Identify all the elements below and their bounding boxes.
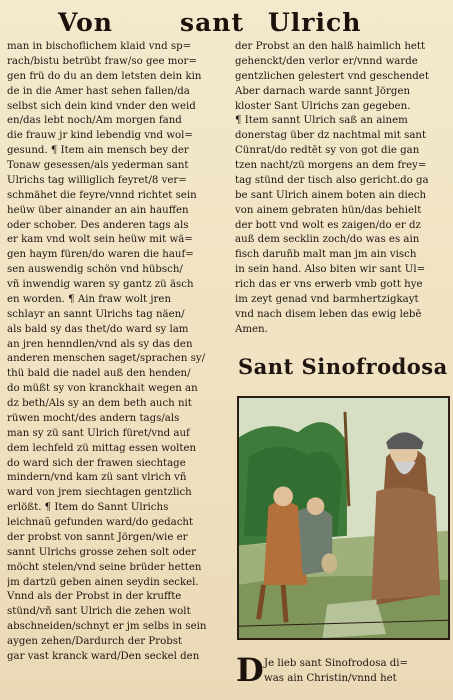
caption-line: was ain Christin/vnnd het bbox=[264, 673, 397, 684]
text-line: anderen menschen saget/sprachen sy/ bbox=[7, 353, 206, 365]
text-line: auß dem secklin zoch/do was es ain bbox=[235, 234, 420, 246]
text-line: Amen. bbox=[235, 323, 268, 335]
text-line: Vnnd als der Probst in der kruffte bbox=[7, 591, 182, 603]
text-line: möcht stelen/vnd seine brüder hetten bbox=[7, 561, 202, 573]
caption-line: Je lieb sant Sinofrodosa di= bbox=[264, 658, 409, 669]
text-line: aygen zehen/Dardurch der Probst bbox=[7, 636, 183, 647]
text-line: do ward sich der frawen siechtage bbox=[7, 457, 186, 469]
text-line: oder schober. Des anderen tags als bbox=[7, 219, 189, 231]
text-line: be sant Ulrich ainem boten ain diech bbox=[235, 189, 427, 201]
text-line: schmähet die feyre/vnnd richtet sein bbox=[7, 189, 197, 201]
text-line: tag stünd der tisch also gericht.do ga bbox=[235, 174, 429, 186]
text-line: sen auswendig schön vnd hübsch/ bbox=[7, 264, 183, 276]
header-word-ulrich: Ulrich bbox=[268, 8, 362, 37]
text-line: Aber darnach warde sannt Jörgen bbox=[235, 85, 411, 97]
text-line: gen frü do du an dem letsten dein kin bbox=[7, 70, 202, 82]
text-line: dem lechfeld zü mittag essen wolten bbox=[7, 442, 197, 454]
header-word-sant: sant bbox=[180, 8, 244, 37]
text-line: man sy zü sant Ulrich füret/vnd auf bbox=[7, 427, 190, 439]
text-line: fisch daruñb malt man jm ain visch bbox=[235, 249, 417, 261]
header-word-von: Von bbox=[58, 8, 113, 37]
text-line: ¶ Item sannt Ulrich saß an ainem bbox=[235, 115, 408, 127]
text-line: der probst von sannt Jörgen/wie er bbox=[7, 531, 188, 543]
text-line: der Probst an den halß haimlich hett bbox=[235, 41, 426, 52]
text-line: die frauw jr kind lebendig vnd wol= bbox=[7, 130, 193, 142]
text-line: gentzlichen gelestert vnd geschendet bbox=[235, 70, 429, 82]
text-line: jm dartzü geben ainen seydin seckel. bbox=[7, 576, 199, 588]
text-line: gesund. ¶ Item ain mensch bey der bbox=[7, 145, 189, 157]
text-line: er kam vnd wolt sein heüw mit wä= bbox=[7, 234, 193, 246]
text-line: vnd nach disem leben das ewig lebē bbox=[235, 308, 422, 320]
text-line: rach/bistu betrübt fraw/so gee mor= bbox=[7, 55, 197, 67]
text-line: rich das er vns erwerb vmb gott hye bbox=[235, 279, 423, 290]
text-line: der bott vnd wolt es zaigen/do er dz bbox=[235, 219, 421, 231]
text-line: en/das lebt noch/Am morgen fand bbox=[7, 115, 182, 127]
text-line: Tonaw gesessen/als yederman sant bbox=[7, 160, 189, 171]
text-line: dz beth/Als sy an dem beth auch nit bbox=[7, 398, 192, 409]
left-text-column bbox=[7, 40, 229, 665]
text-line: selbst sich dein kind vnder den weid bbox=[7, 100, 196, 112]
woodcut-illustration bbox=[237, 396, 450, 640]
text-line: heüw über ainander an ain hauffen bbox=[7, 204, 189, 216]
right-text-column bbox=[235, 40, 449, 338]
text-line: gehenckt/den verlor er/vnnd warde bbox=[235, 55, 418, 67]
text-line: do müßt sy von kranckhait wegen an bbox=[7, 383, 198, 395]
text-line: ward von jrem siechtagen gentzlich bbox=[7, 487, 192, 499]
text-line: erlößt. ¶ Item do Sannt Ulrichs bbox=[7, 502, 169, 514]
text-line: an jren henndlen/vnd als sy das den bbox=[7, 338, 193, 350]
text-line: en worden. ¶ Ain fraw wolt jren bbox=[7, 293, 172, 305]
woodcut-drawing bbox=[239, 398, 448, 638]
text-line: donerstag über dz nachtmal mit sant bbox=[235, 130, 427, 142]
drop-cap-initial: D bbox=[236, 651, 264, 689]
text-line: gar vast kranck ward/Den seckel den bbox=[7, 650, 200, 662]
text-line: tzen nacht/zü morgens an dem frey= bbox=[235, 160, 427, 171]
text-line: schlayr an sannt Ulrichs tag näen/ bbox=[7, 308, 185, 320]
text-line: von ainem gebraten hün/das behielt bbox=[235, 204, 422, 216]
text-line: mindern/vnd kam zü sant vlrich vñ bbox=[7, 472, 187, 484]
text-line: im zeyt genad vnd barmhertzigkayt bbox=[235, 293, 419, 305]
text-line: in sein hand. Also biten wir sant Ul= bbox=[235, 264, 426, 276]
text-line: gen haym füren/do waren die hauf= bbox=[7, 249, 194, 261]
text-line: leichnaũ gefunden ward/do gedacht bbox=[7, 517, 194, 528]
text-line: als bald sy das thet/do ward sy lam bbox=[7, 323, 189, 335]
text-line: kloster Sant Ulrichs zan gegeben. bbox=[235, 100, 411, 112]
text-line: sannt Ulrichs grosse zehen solt oder bbox=[7, 546, 197, 558]
text-line: man in bischoflichem klaid vnd sp= bbox=[7, 41, 192, 52]
text-line: vñ inwendig waren sy gantz zü äsch bbox=[7, 279, 194, 290]
text-line: Cünrat/do redtēt sy von got die gan bbox=[235, 145, 420, 157]
caption-text bbox=[236, 651, 450, 689]
text-line: abschneiden/schnyt er jm selbs in sein bbox=[7, 621, 207, 633]
running-header bbox=[0, 4, 453, 40]
text-line: rüwen mocht/des andern tags/als bbox=[7, 412, 180, 424]
text-line: Ulrichs tag williglich feyret/8 ver= bbox=[7, 174, 187, 186]
section-title: Sant Sinofrodosa bbox=[238, 354, 448, 379]
text-line: thü bald die nadel auß den henden/ bbox=[7, 368, 191, 380]
text-line: de in die Amer hast sehen fallen/da bbox=[7, 85, 190, 97]
text-line: stünd/vñ sant Ulrich die zehen wolt bbox=[7, 606, 191, 618]
